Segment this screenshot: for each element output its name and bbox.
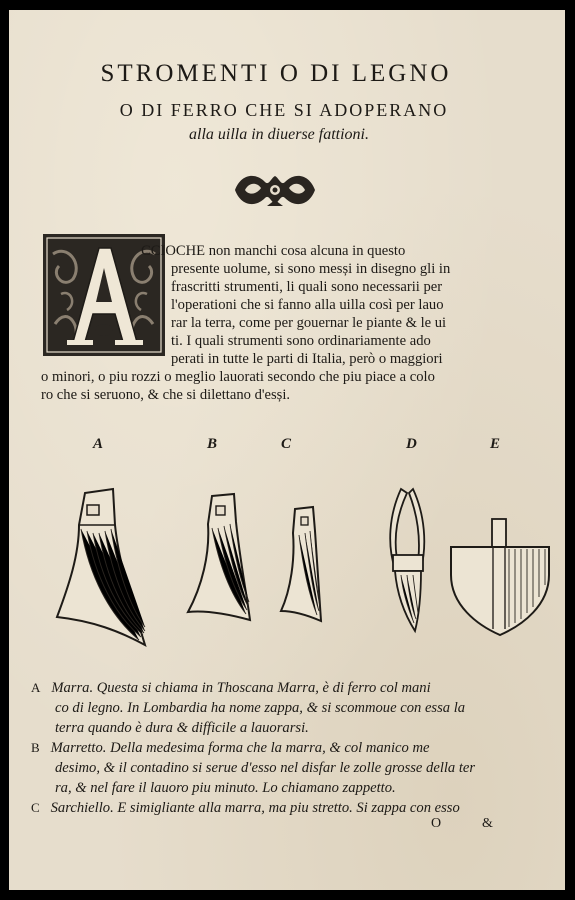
sarchiello-hoe-icon [277,503,327,625]
body-line: o minori, o piu rozzi o meglio lauorati secondo che piu piace a colo [41,369,435,385]
figure-label-e: E [490,436,501,452]
caption-a-line: A Marra. Questa si chiama in Thoscana Marra, è di ferro col mani [31,680,431,696]
book-page [9,10,565,890]
body-line: rar la terra, come per gouernar le piante & le ui [171,315,447,331]
figure-label-c: C [281,436,292,452]
marra-hoe-icon [49,485,149,655]
caption-a-line: co di legno. In Lombardia ha nome zappa, & si scommoue con essa la [55,700,466,716]
caption-b-line: desimo, & il contadino si serue d'esso nel disfar le zolle grosse della ter [55,760,476,776]
figure-label-a: A [93,436,104,452]
body-line: l'operationi che si fanno alla uilla così per lauo [171,297,444,313]
zappa-mattock-icon [379,485,435,635]
caption-b-line: ra, & nel fare il lauoro piu minuto. Lo chiamano zappetto. [55,780,396,796]
caption-c-line: C Sarchiello. E simigliante alla marra, ma piu stretto. Si zappa con esso [31,800,460,816]
body-line: frascritti strumenti, li quali sono necessarii per [171,279,443,295]
figure-label-b: B [207,436,218,452]
body-line: ti. I quali strumenti sono ordinariamente ado [171,333,431,349]
body-line: perati in tutte le parti di Italia, però o maggiori [171,351,443,367]
figure-label-d: D [406,436,417,452]
vanga-spade-icon [449,515,551,637]
catchword: O [431,816,442,831]
catchword: & [482,816,493,831]
body-line: ro che si seruono, & che si dilettano d'esși. [41,387,291,403]
marretto-hoe-icon [184,490,256,630]
body-line: presente uolume, si sono mesși in disegno gli in [171,261,451,277]
page-title: STROMENTI O DI LEGNO [100,60,452,87]
ornament-icon [231,168,319,212]
page-subtitle: O DI FERRO CHE SI ADOPERANO [119,100,449,120]
body-line: CCIOCHE non manchi cosa alcuna in questo [141,243,406,259]
caption-b-line: B Marretto. Della medesima forma che la marra, & col manico me [31,740,430,756]
page-subtitle-italic: alla uilla in diuerse fattioni. [189,126,369,143]
caption-a-line: terra quando è dura & difficile a lauorarsi. [55,720,309,736]
